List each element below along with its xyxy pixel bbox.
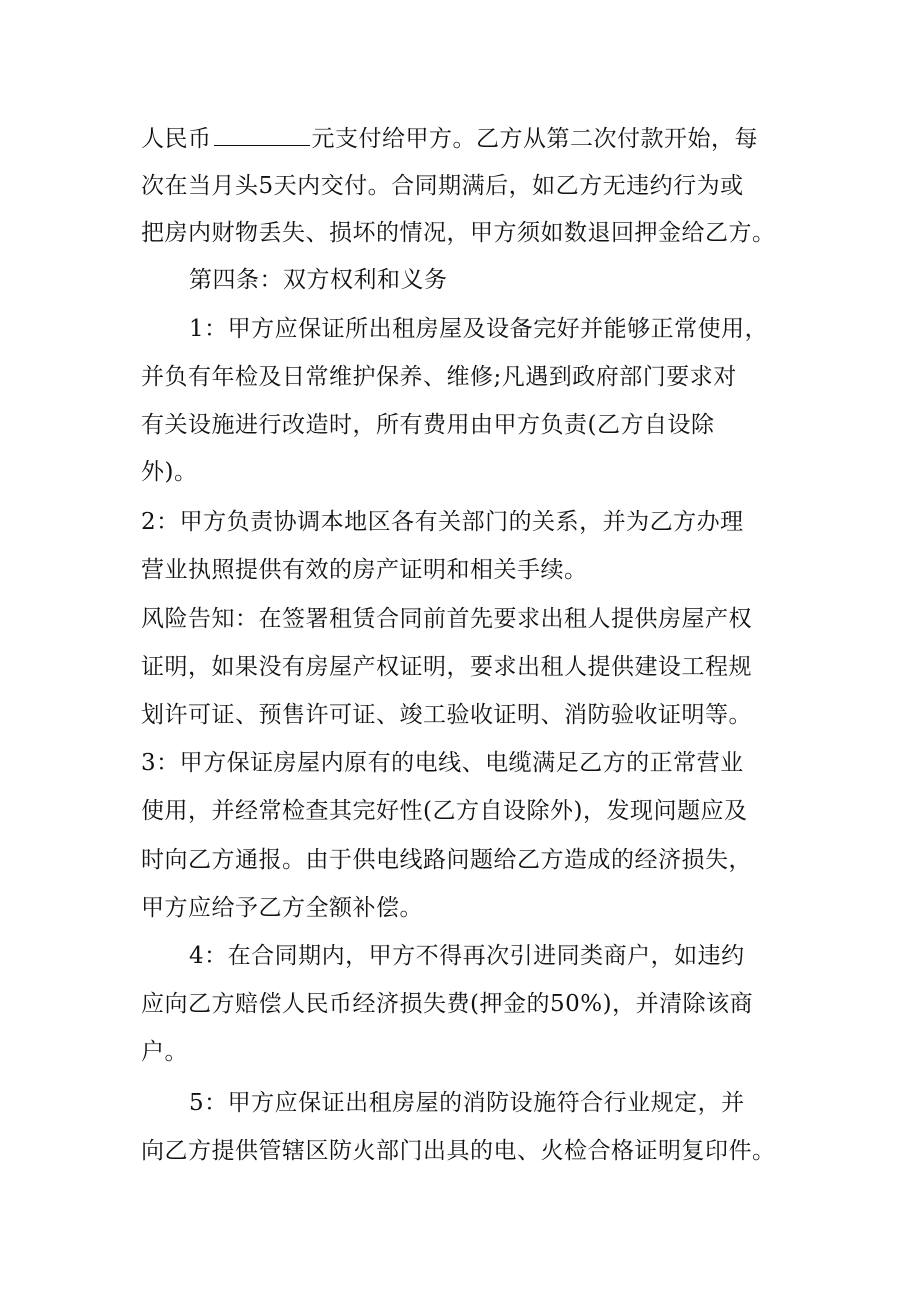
text-line-22: 向乙方提供管辖区防火部门出具的电、火检合格证明复印件。 <box>141 1138 776 1164</box>
text-line-12: 证明，如果没有房屋产权证明，要求出租人提供建设工程规 <box>141 654 752 680</box>
text-line-20: 户。 <box>141 1039 188 1065</box>
text-line-14: 3：甲方保证房屋内原有的电线、电缆满足乙方的正常营业 <box>141 750 744 776</box>
text-line-10: 营业执照提供有效的房产证明和相关手续。 <box>141 557 588 583</box>
text-line-9: 2：甲方负责协调本地区各有关部门的关系，并为乙方办理 <box>141 509 744 535</box>
section-heading: 第四条：双方权利和义务 <box>189 267 448 293</box>
text-line-7: 有关设施进行改造时，所有费用由甲方负责(乙方自设除 <box>141 412 715 438</box>
text-line-5: 1：甲方应保证所出租房屋及设备完好并能够正常使用， <box>189 316 769 342</box>
text-line-6: 并负有年检及日常维护保养、维修;凡遇到政府部门要求对 <box>141 364 737 390</box>
text-segment: 人民币 <box>141 126 212 152</box>
text-line-21: 5：甲方应保证出租房屋的消防设施符合行业规定，并 <box>189 1090 745 1116</box>
text-line-8: 外)。 <box>141 459 198 485</box>
risk-notice-line: 风险告知：在签署租赁合同前首先要求出租人提供房屋产权 <box>141 606 752 632</box>
text-segment: 元支付给甲方。乙方从第二次付款开始，每 <box>311 126 758 152</box>
text-line-13: 划许可证、预售许可证、竣工验收证明、消防验收证明等。 <box>141 702 752 728</box>
amount-blank <box>214 125 310 146</box>
text-line-17: 甲方应给予乙方全额补偿。 <box>141 895 423 921</box>
text-line-18: 4：在合同期内，甲方不得再次引进同类商户，如违约 <box>189 943 745 969</box>
text-line-2: 次在当月头5天内交付。合同期满后，如乙方无违约行为或 <box>141 173 744 199</box>
text-line-19: 应向乙方赔偿人民币经济损失费(押金的50%)，并清除该商 <box>141 991 754 1017</box>
text-line-16: 时向乙方通报。由于供电线路问题给乙方造成的经济损失， <box>141 847 752 873</box>
text-line-15: 使用，并经常检查其完好性(乙方自设除外)，发现问题应及 <box>141 798 748 824</box>
text-line-1 <box>141 124 758 154</box>
text-line-3: 把房内财物丢失、损坏的情况，甲方须如数退回押金给乙方。 <box>141 220 776 246</box>
